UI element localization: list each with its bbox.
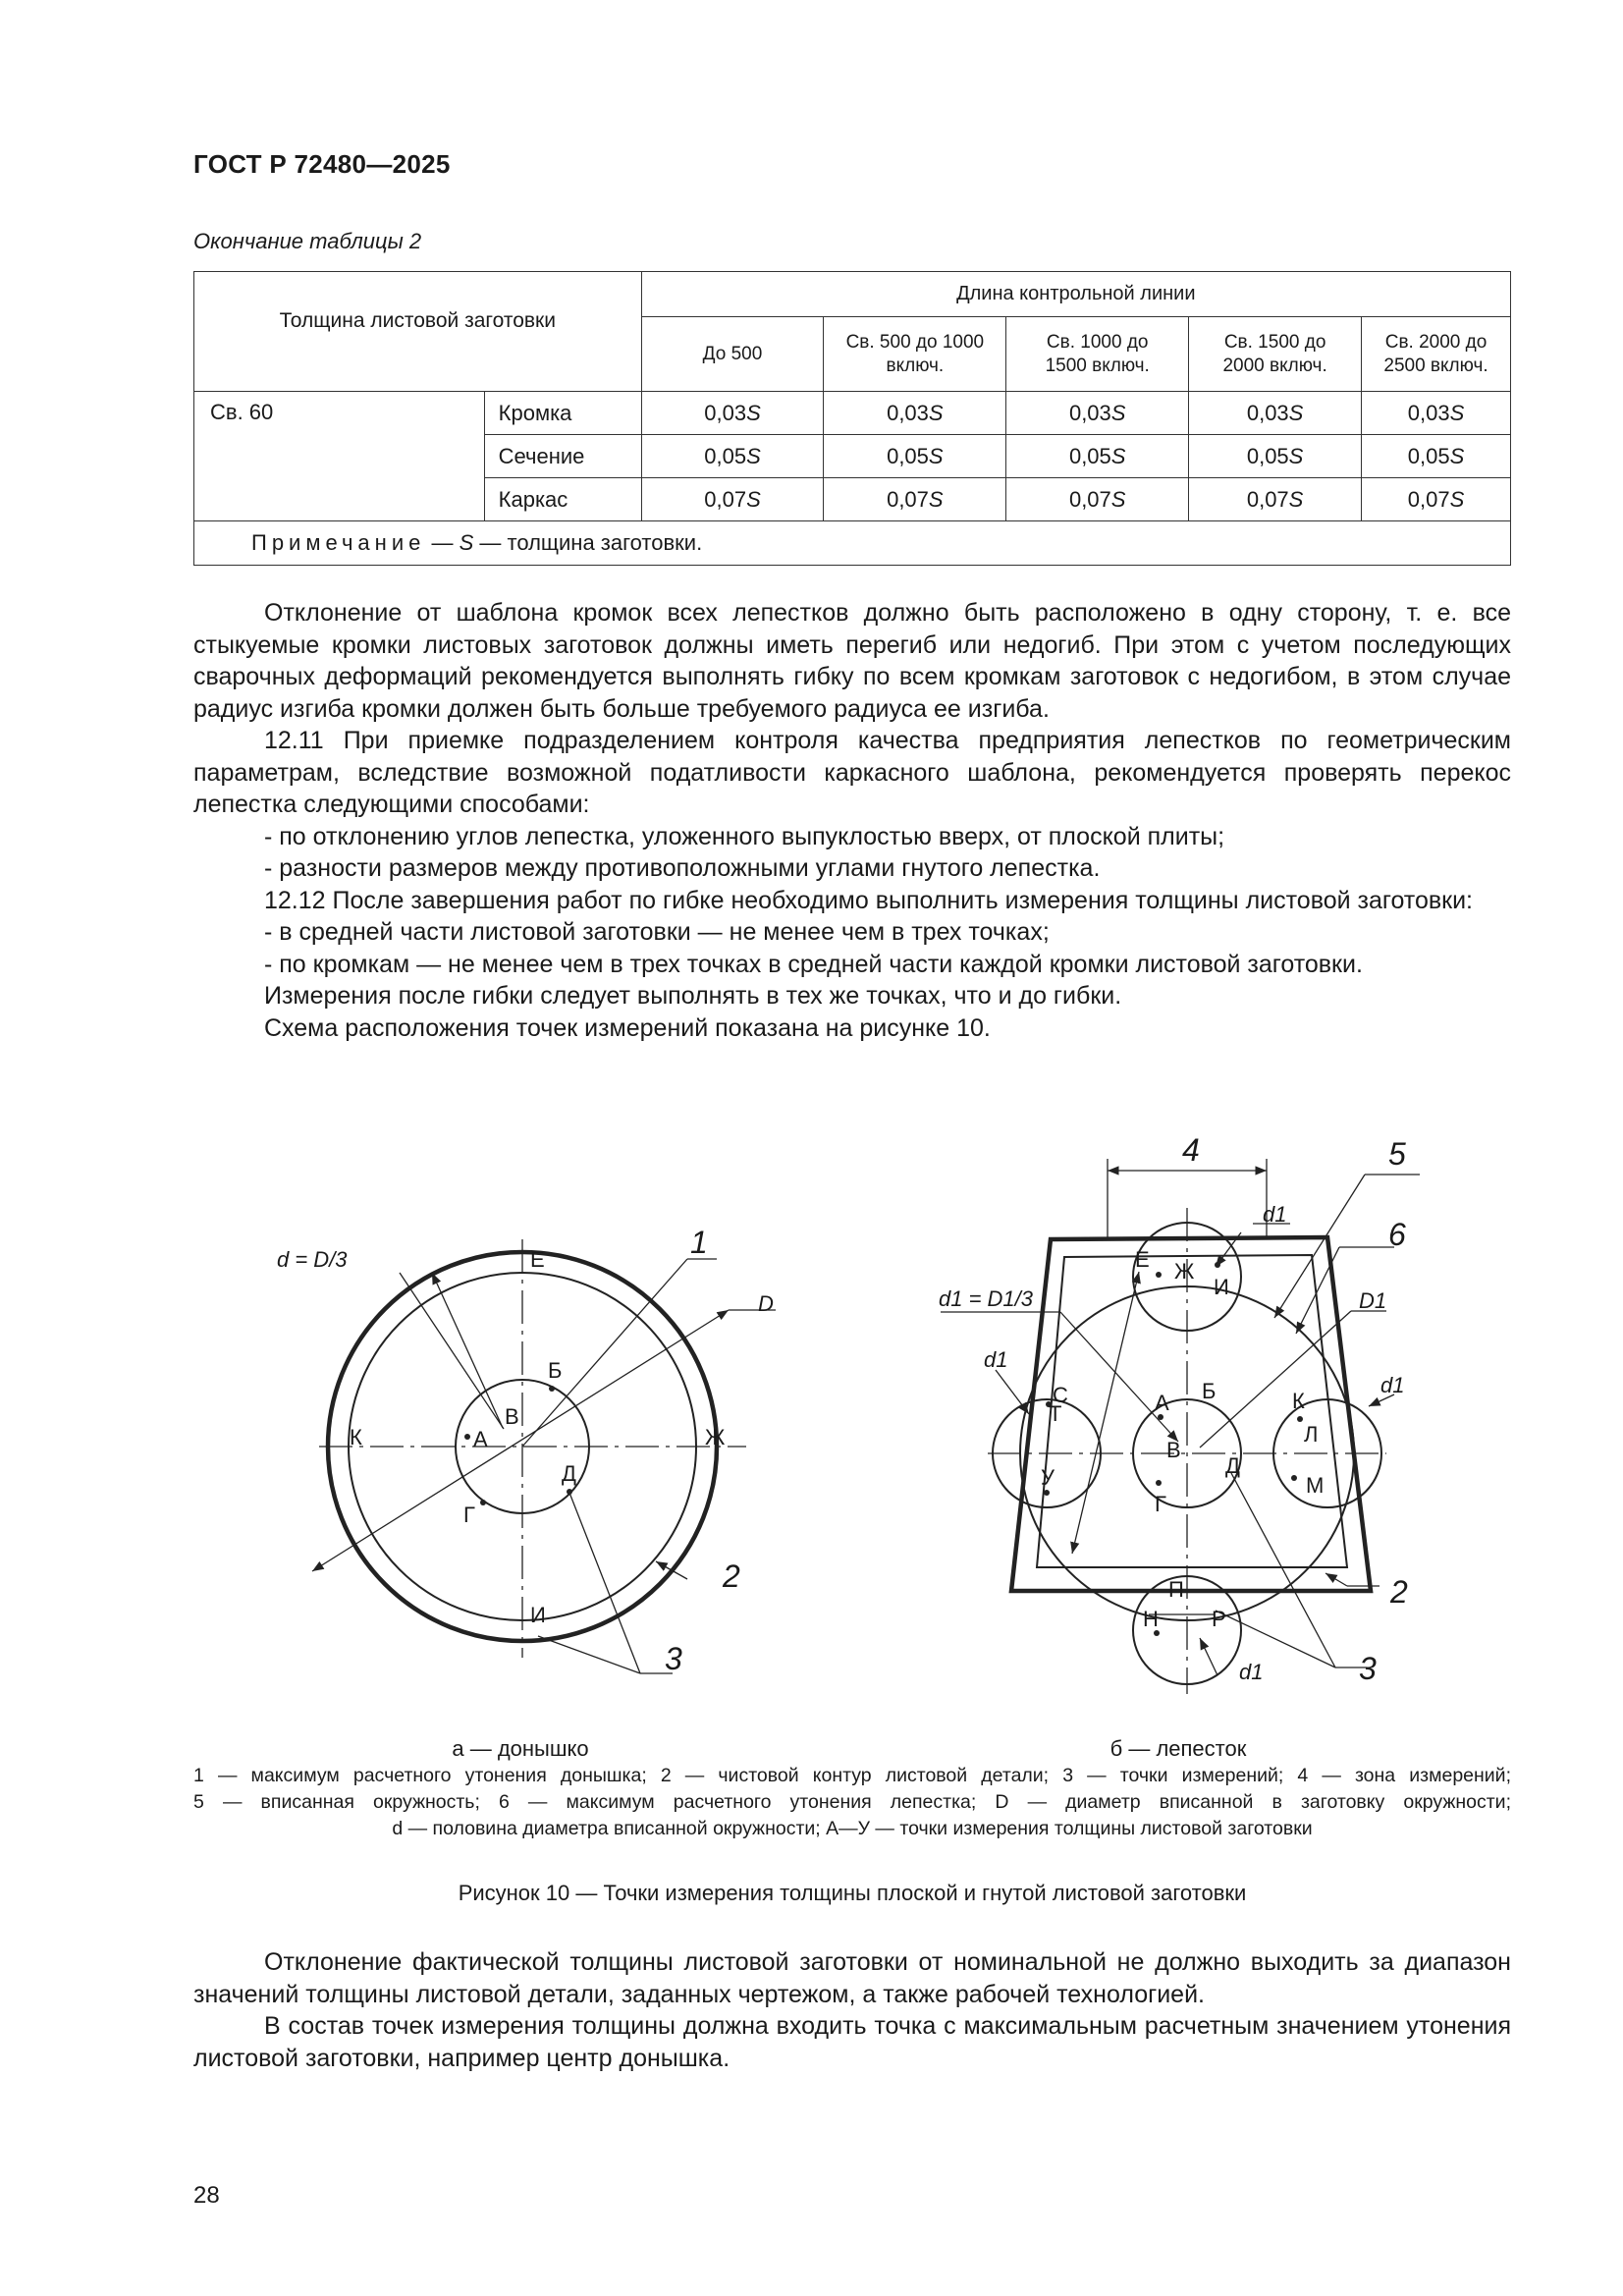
label-ZH-right: Ж [1174,1259,1195,1284]
cell-variable: S [1288,400,1304,425]
note-var: S [459,530,474,555]
table-cell [641,392,824,435]
cell-variable: S [746,400,761,425]
page-number: 28 [193,2182,220,2209]
label-R: Р [1212,1607,1226,1631]
label-3-right: 3 [1359,1651,1377,1686]
legend-line: 5 — вписанная окружность; 6 — максимум расчетного утонения лепестка; D — диаметр вписанной в заготовку окружности; [193,1791,1511,1813]
cell-value: 0,07 [1246,486,1289,512]
cell-variable: S [1288,443,1304,468]
cell-variable: S [928,486,944,512]
legend-line: 1 — максимум расчетного утонения донышка; 2 — чистовой контур листовой детали; 3 — точки измерений; 4 — зона измерений; [193,1765,1511,1786]
paragraph: 12.11 При приемке подразделением контроля качества предприятия лепестков по геометрическим параметрам, вследствие возможной податливости каркасного шаблона, рекомендуется проверять перекос лепестка следующими способами: [193,727,1511,818]
cell-value: 0,05 [1068,443,1111,468]
cell-value: 0,05 [1246,443,1289,468]
table-caption: Окончание таблицы 2 [193,229,422,253]
cell-variable: S [1449,400,1465,425]
document-header: ГОСТ Р 72480—2025 [193,149,451,179]
header-length-group: Длина контрольной линии [641,272,1510,317]
label-D: D [758,1291,774,1316]
table-cell [1189,392,1362,435]
label-U: У [1041,1465,1055,1490]
label-N: Н [1143,1607,1159,1631]
table-note [194,521,1511,566]
row-label: Кромка [484,392,641,435]
label-K: К [350,1425,362,1449]
list-item: - в средней части листовой заготовки — не менее чем в трех точках; [264,918,1050,946]
note-word: Примечание [251,530,426,555]
table-row [194,392,1511,435]
cell-value: 0,03 [1068,400,1111,425]
cell-variable: S [1110,486,1126,512]
paragraph: Отклонение от шаблона кромок всех лепестков должно быть расположено в одну сторону, т. е. все стыкуемые кромки листовых заготовок должны иметь перегиб или недогиб. При этом с учетом последующих сварочных деформаций рекомендуется выполнять гибку по всем кромкам заготовок с недогибом, в этом случае радиус изгиба кромки должен быть больше требуемого радиуса ее изгиба. [193,599,1511,723]
list-item: - по отклонению углов лепестка, уложенного выпуклостью вверх, от плоской плиты; [264,822,1225,850]
label-D-point-right: Д [1225,1453,1240,1478]
label-G-right: Г [1155,1492,1166,1516]
label-B: Б [548,1358,563,1383]
cell-value: 0,03 [1407,400,1450,425]
label-E: Е [530,1247,545,1272]
row-label: Каркас [484,478,641,521]
group-label: Св. 60 [194,392,485,521]
label-I: И [530,1603,546,1627]
paragraph: 12.12 После завершения работ по гибке необходимо выполнить измерения толщины листовой заготовки: [264,886,1474,914]
table-cell [1362,435,1511,478]
table-cell [1362,392,1511,435]
figure-title: Рисунок 10 — Точки измерения толщины плоской и гнутой листовой заготовки [458,1881,1247,1905]
table-cell [1006,435,1189,478]
cell-variable: S [746,486,761,512]
cell-value: 0,03 [1246,400,1289,425]
label-D-point: Д [562,1461,576,1486]
table-cell [824,392,1006,435]
label-A: А [473,1427,488,1451]
table-cell [824,435,1006,478]
table-cell [1362,478,1511,521]
cell-variable: S [928,400,944,425]
header-length-2: Св. 1000 до 1500 включ. [1006,317,1189,392]
cell-value: 0,07 [1068,486,1111,512]
label-5: 5 [1388,1136,1406,1172]
cell-value: 0,07 [704,486,747,512]
label-A-right: А [1155,1391,1169,1415]
cell-value: 0,05 [887,443,929,468]
label-3: 3 [665,1641,682,1676]
cell-value: 0,05 [1407,443,1450,468]
list-item: - разности размеров между противоположными углами гнутого лепестка. [264,854,1101,882]
label-2-right: 2 [1390,1574,1408,1610]
figure-legend [193,1763,1511,1842]
label-6: 6 [1388,1217,1406,1252]
cell-value: 0,03 [704,400,747,425]
legend-line: d — половина диаметра вписанной окружности; А—У — точки измерения толщины листовой заготовки [392,1818,1313,1839]
right-drawing [941,1159,1420,1694]
paragraph: Схема расположения точек измерений показана на рисунке 10. [264,1013,991,1042]
body-text-top [193,597,1511,1044]
cell-variable: S [1288,486,1304,512]
label-I-right: И [1214,1275,1229,1299]
header-length-4: Св. 2000 до 2500 включ. [1362,317,1511,392]
label-K-right: К [1292,1389,1305,1413]
table-cell [824,478,1006,521]
label-d1-left: d1 [984,1347,1008,1372]
cell-variable: S [1449,443,1465,468]
label-V: В [505,1404,519,1429]
cell-variable: S [1110,400,1126,425]
figure-drawing [193,1108,1511,1736]
table-cell [1006,392,1189,435]
left-labels [277,1225,774,1676]
header-length-3: Св. 1500 до 2000 включ. [1189,317,1362,392]
cell-value: 0,05 [704,443,747,468]
label-G: Г [463,1503,475,1527]
table-cell [1189,478,1362,521]
cell-variable: S [1449,486,1465,512]
label-B-right: Б [1202,1379,1217,1403]
label-L: Л [1304,1422,1319,1447]
table-cell [641,435,824,478]
label-2: 2 [723,1558,740,1594]
label-d1-bottom: d1 [1239,1660,1264,1684]
cell-value: 0,03 [887,400,929,425]
header-thickness: Толщина листовой заготовки [194,272,642,392]
cell-value: 0,07 [887,486,929,512]
label-ZH: Ж [705,1425,726,1449]
label-D1: D1 [1359,1288,1387,1313]
label-P: П [1168,1577,1184,1602]
label-d1-eq: d1 = D1/3 [939,1286,1034,1311]
label-T: Т [1049,1401,1062,1426]
label-S: С [1053,1383,1068,1407]
list-item: - по кромкам — не менее чем в трех точках в средней части каждой кромки листовой заготовки. [264,950,1363,978]
label-1: 1 [690,1225,708,1260]
label-4: 4 [1182,1132,1200,1168]
caption-b: б — лепесток [1109,1736,1247,1761]
label-d-eq: d = D/3 [277,1247,348,1272]
note-text: — толщина заготовки. [473,530,703,555]
row-label: Сечение [484,435,641,478]
cell-value: 0,07 [1407,486,1450,512]
header-length-1: Св. 500 до 1000 включ. [824,317,1006,392]
body-text-bottom [193,1946,1511,2074]
thickness-table [193,271,1511,566]
paragraph: В состав точек измерения толщины должна входить точка с максимальным расчетным значением утонения листовой заготовки, например центр донышка. [193,2012,1511,2072]
table-cell [1006,478,1189,521]
label-d1-right: d1 [1380,1373,1405,1397]
cell-variable: S [928,443,944,468]
cell-variable: S [1110,443,1126,468]
label-E-right: Е [1135,1247,1150,1272]
label-d1-top: d1 [1263,1202,1287,1227]
label-M: М [1306,1473,1325,1498]
paragraph: Отклонение фактической толщины листовой заготовки от номинальной не должно выходить за диапазон значений толщины листовой детали, заданных чертежом, а также рабочей технологией. [193,1948,1511,2008]
label-V-right: В [1166,1438,1181,1462]
caption-a: а — донышко [452,1736,589,1761]
header-length-0: До 500 [641,317,824,392]
paragraph: Измерения после гибки следует выполнять в тех же точках, что и до гибки. [264,982,1122,1010]
cell-variable: S [746,443,761,468]
table-cell [1189,435,1362,478]
table-cell [641,478,824,521]
right-labels [939,1132,1408,1686]
note-dash: — [425,530,460,555]
